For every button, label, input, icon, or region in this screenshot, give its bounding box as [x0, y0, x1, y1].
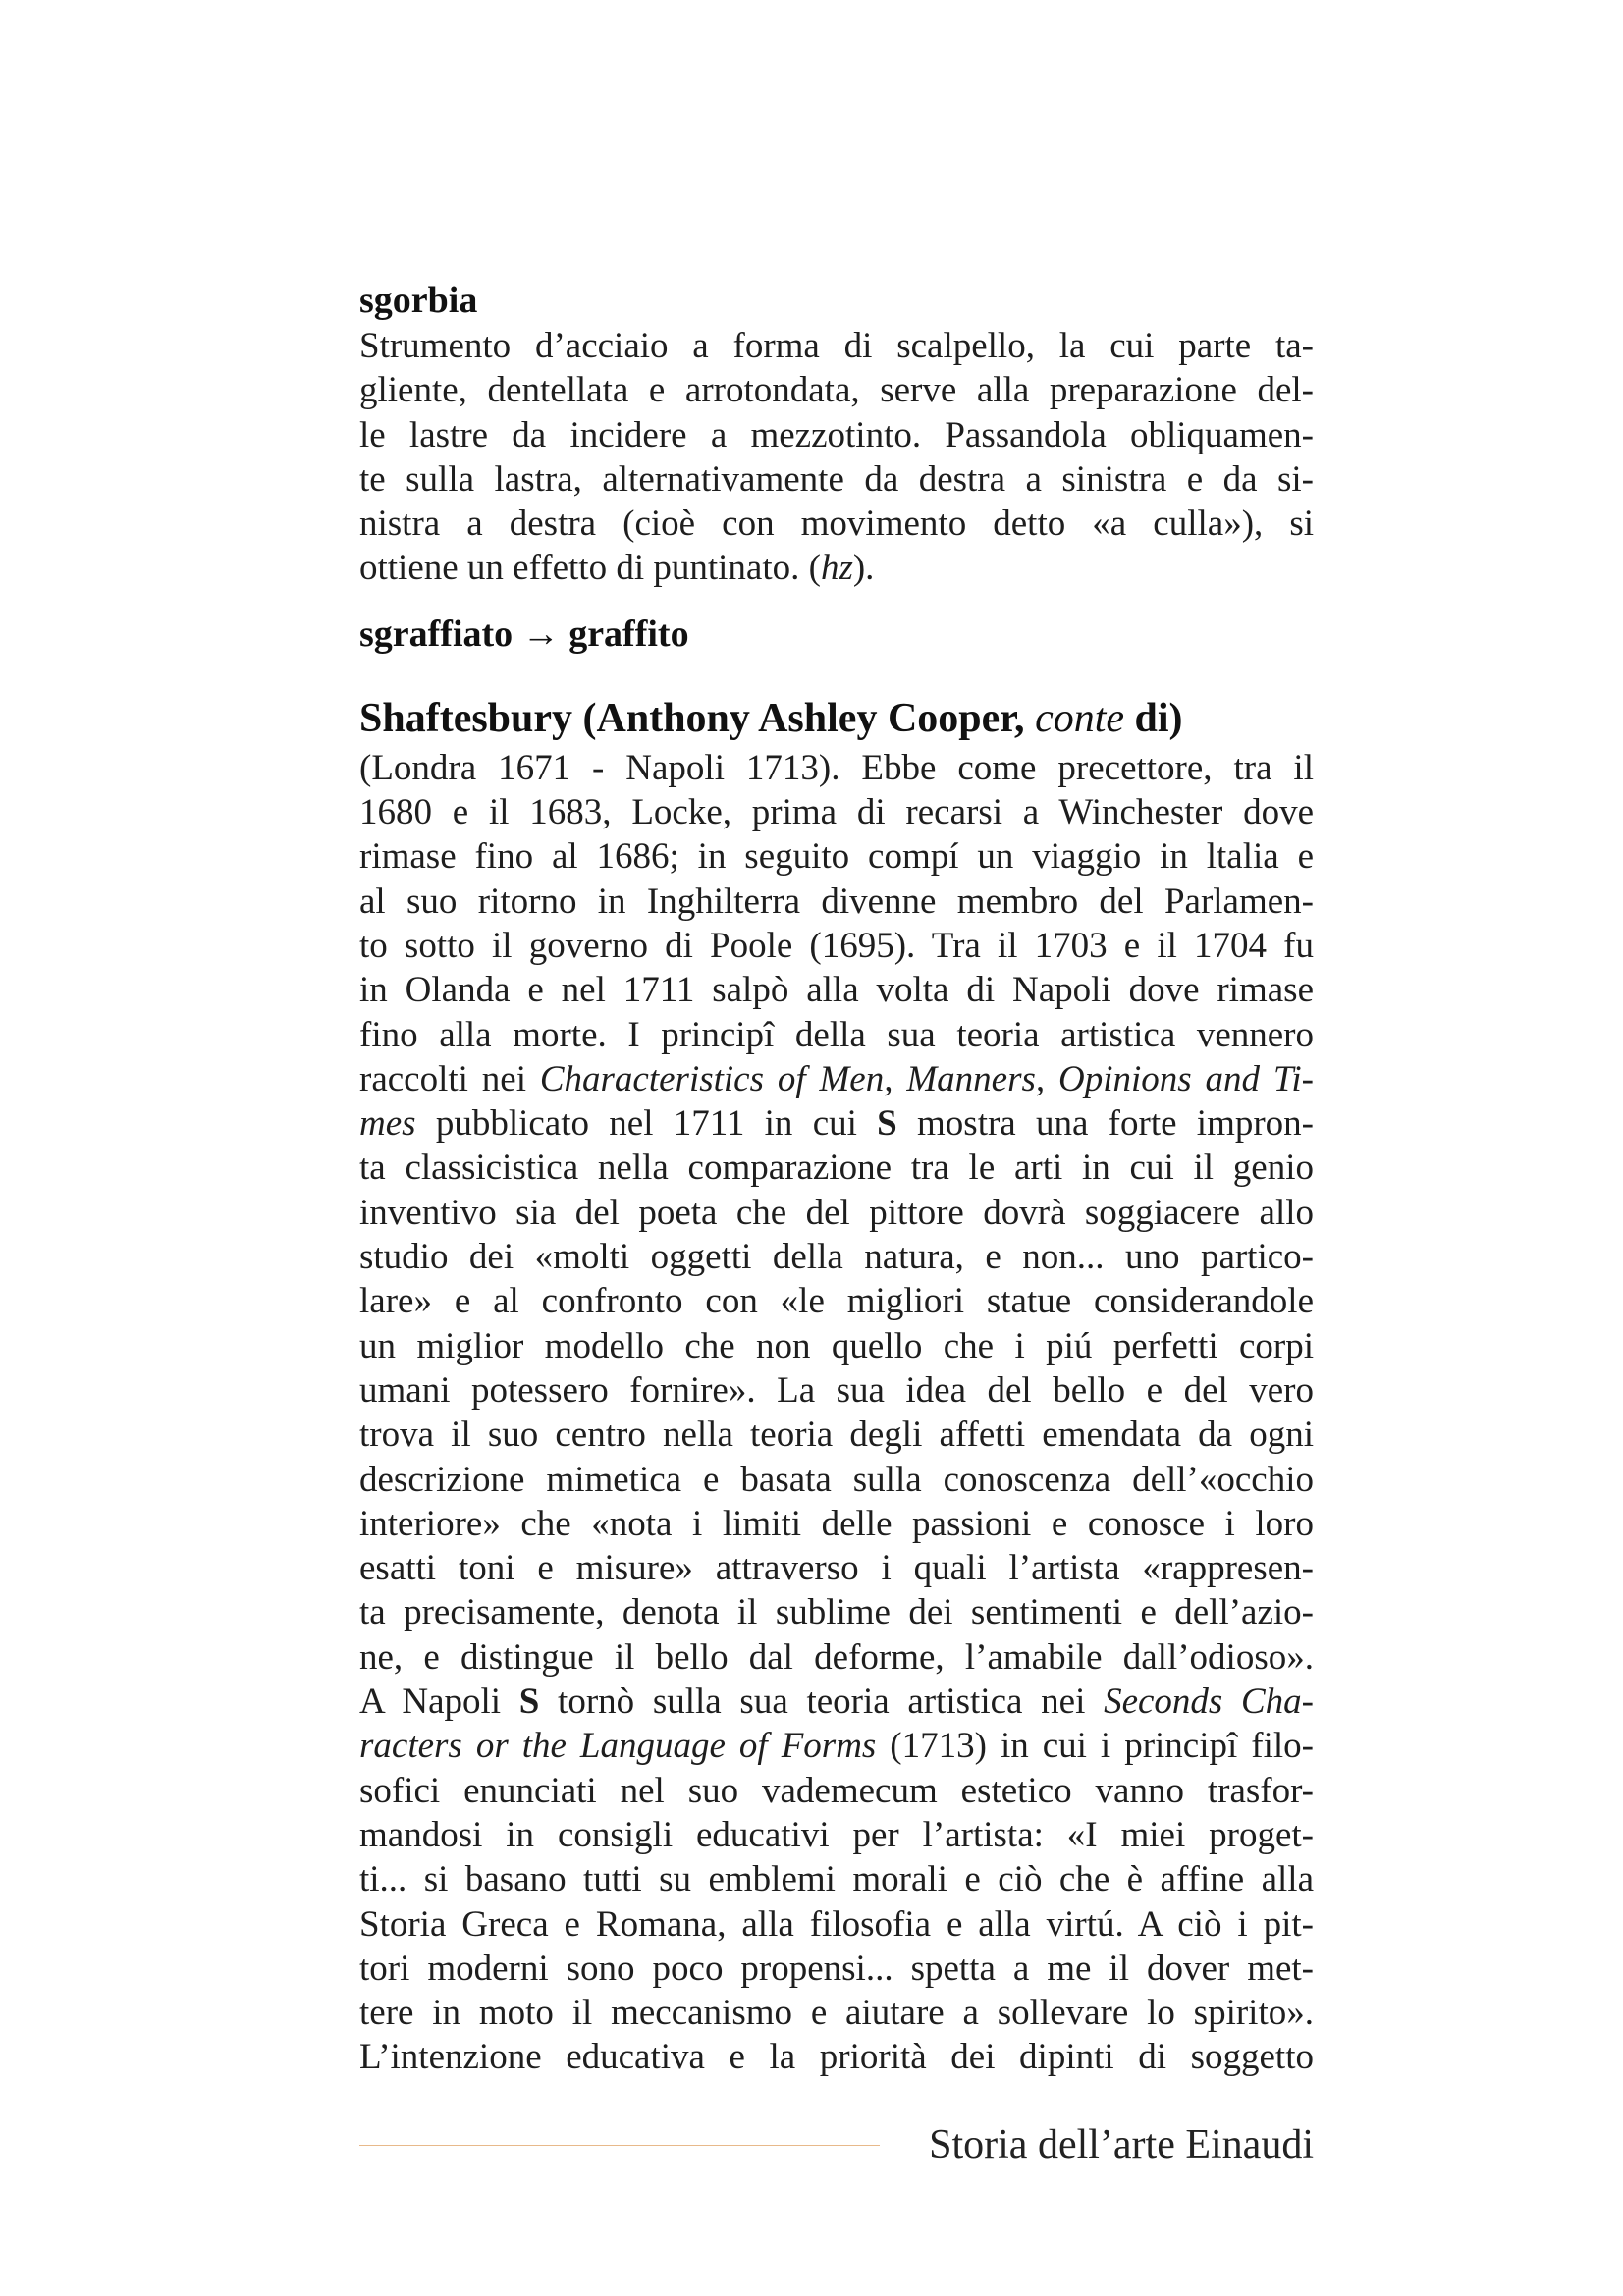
text-line: le lastre da incidere a mezzotinto. Passandola obliquamen- [359, 414, 1314, 455]
text-line [359, 1057, 1314, 1101]
text-line: tori moderni sono poco propensi... spetta a me il dover met- [359, 1948, 1314, 1989]
text-line [359, 1724, 1314, 1768]
text-line: studio dei «molti oggetti della natura, e non... uno partico- [359, 1237, 1314, 1278]
text-line: al suo ritorno in Inghilterra divenne membro del Parlamen- [359, 881, 1314, 922]
text-line: umani potessero fornire». La sua idea del bello e del vero [359, 1369, 1314, 1411]
text-line: interiore» che «nota i limiti delle passioni e conosce i loro [359, 1503, 1314, 1544]
text-line: Strumento d’acciaio a forma di scalpello, la cui parte ta- [359, 326, 1314, 366]
text-line: fino alla morte. I principî della sua teoria artistica vennero [359, 1014, 1314, 1055]
text-line: sofici enunciati nel suo vademecum estetico vanno trasfor- [359, 1770, 1314, 1811]
entry-term [359, 691, 1314, 746]
text-line: ta precisamente, denota il sublime dei sentimenti e dell’azio- [359, 1592, 1314, 1633]
arrow-right-icon: → [521, 613, 560, 655]
term-text: Shaftesbury (Anthony Ashley Cooper, [359, 695, 1036, 741]
text-line: nistra a destra (cioè con movimento detto «a culla»), si [359, 504, 1314, 545]
text-line: Storia Greca e Romana, alla filosofia e alla virtú. A ciò i pit- [359, 1903, 1314, 1945]
text-line: te sulla lastra, alternativamente da destra a sinistra e da si- [359, 458, 1314, 500]
work-title: racters or the Language of Forms [359, 1726, 877, 1767]
footer-divider [359, 2145, 880, 2146]
text-line: gliente, dentellata e arrotondata, serve alla preparazione del- [359, 370, 1314, 411]
text-fragment: tornò sulla sua teoria artistica nei [539, 1682, 1105, 1723]
author-sigla: hz [820, 548, 853, 589]
term-text: di) [1124, 695, 1183, 741]
text-fragment: mostra una forte impron- [896, 1103, 1315, 1145]
text-line: ta classicistica nella comparazione tra le arti in cui il genio [359, 1148, 1314, 1189]
text-line: inventivo sia del poeta che del pittore dovrà soggiacere allo [359, 1192, 1314, 1233]
cross-reference-link[interactable]: graffito [568, 613, 689, 655]
text-line: L’intenzione educativa e la priorità dei dipinti di soggetto [359, 2037, 1314, 2078]
text-fragment: ottiene un effetto di puntinato. ( [359, 548, 821, 589]
text-line: mandosi in consigli educativi per l’artista: «I miei proget- [359, 1814, 1314, 1855]
footer-publisher: Storia dell’arte Einaudi [929, 2122, 1314, 2167]
text-line: (Londra 1671 - Napoli 1713). Ebbe come precettore, tra il [359, 747, 1314, 788]
text-line [359, 546, 1314, 590]
text-line [359, 1680, 1314, 1724]
entry-term: sgraffiato [359, 613, 514, 655]
entry-sgorbia [359, 277, 1314, 591]
work-title: Characteristics of Men, Manners, Opinions and Ti- [539, 1058, 1314, 1099]
text-line: tere in moto il meccanismo e aiutare a sollevare lo spirito». [359, 1993, 1314, 2034]
text-line: in Olanda e nel 1711 salpò alla volta di Napoli dove rimase [359, 970, 1314, 1011]
text-line: 1680 e il 1683, Locke, prima di recarsi a Winchester dove [359, 792, 1314, 833]
entry-shaftesbury [359, 691, 1314, 2080]
text-line: rimase fino al 1686; in seguito compí un viaggio in ltalia e [359, 836, 1314, 878]
text-column [359, 277, 1314, 2080]
text-line [359, 1101, 1314, 1146]
work-title: Seconds Cha- [1104, 1682, 1314, 1723]
text-fragment: (1713) in cui i principî filo- [876, 1726, 1314, 1767]
entry-abbrev: S [877, 1103, 897, 1145]
text-line: lare» e al confronto con «le migliori statue considerandole [359, 1281, 1314, 1322]
text-line: descrizione mimetica e basata sulla conoscenza dell’«occhio [359, 1459, 1314, 1500]
text-fragment: A Napoli [359, 1682, 519, 1723]
entry-term: sgorbia [359, 280, 478, 321]
text-line: esatti toni e misure» attraverso i quali l’artista «rappresen- [359, 1548, 1314, 1589]
term-italic: conte [1035, 695, 1125, 741]
entry-sgraffiato [359, 611, 1314, 658]
text-fragment: raccolti nei [359, 1058, 540, 1099]
text-line: ne, e distingue il bello dal deforme, l’amabile dall’odioso». [359, 1636, 1314, 1678]
text-line: to sotto il governo di Poole (1695). Tra il 1703 e il 1704 fu [359, 925, 1314, 966]
text-line: ti... si basano tutti su emblemi morali e ciò che è affine alla [359, 1859, 1314, 1900]
text-line: un miglior modello che non quello che i piú perfetti corpi [359, 1325, 1314, 1366]
entry-abbrev: S [518, 1682, 540, 1723]
text-fragment: pubblicato nel 1711 in cui [415, 1103, 878, 1145]
text-fragment: ). [852, 548, 875, 589]
text-line: trova il suo centro nella teoria degli affetti emendata da ogni [359, 1415, 1314, 1456]
work-title: mes [359, 1103, 416, 1145]
